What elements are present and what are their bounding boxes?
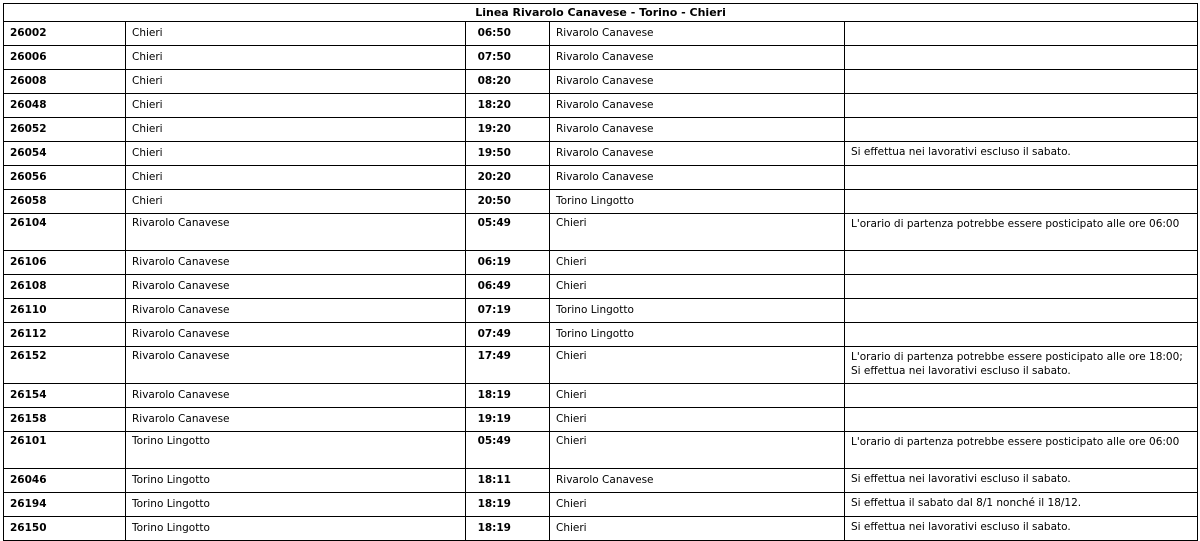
origin-cell: Chieri [126,142,466,166]
table-row [4,408,1198,432]
table-row [4,214,1198,251]
destination-cell: Rivarolo Canavese [550,469,845,493]
departure-time-cell: 05:49 [466,432,550,469]
origin-cell: Torino Lingotto [126,517,466,541]
destination-cell: Chieri [550,251,845,275]
destination-cell: Torino Lingotto [550,190,845,214]
departure-time-cell: 18:19 [466,384,550,408]
table-row [4,190,1198,214]
train-number-cell: 26152 [4,347,126,384]
train-number-cell: 26052 [4,118,126,142]
destination-cell: Rivarolo Canavese [550,22,845,46]
table-row [4,22,1198,46]
destination-cell: Rivarolo Canavese [550,166,845,190]
train-number-cell: 26154 [4,384,126,408]
origin-cell: Rivarolo Canavese [126,275,466,299]
departure-time-cell: 07:50 [466,46,550,70]
origin-cell: Chieri [126,118,466,142]
table-row [4,384,1198,408]
origin-cell: Rivarolo Canavese [126,214,466,251]
timetable [3,3,1198,541]
note-cell [845,46,1198,70]
note-cell [845,384,1198,408]
table-title: Linea Rivarolo Canavese - Torino - Chieri [4,4,1198,22]
train-number-cell: 26194 [4,493,126,517]
train-number-cell: 26110 [4,299,126,323]
note-cell: Si effettua nei lavorativi escluso il sabato. [845,517,1198,541]
departure-time-cell: 17:49 [466,347,550,384]
table-body [4,22,1198,541]
departure-time-cell: 06:49 [466,275,550,299]
note-cell: L'orario di partenza potrebbe essere posticipato alle ore 18:00; Si effettua nei lavorativi escluso il sabato. [845,347,1198,384]
table-row [4,251,1198,275]
table-row [4,493,1198,517]
origin-cell: Rivarolo Canavese [126,251,466,275]
departure-time-cell: 20:50 [466,190,550,214]
table-row [4,432,1198,469]
table-row [4,469,1198,493]
note-cell: Si effettua nei lavorativi escluso il sabato. [845,142,1198,166]
origin-cell: Torino Lingotto [126,469,466,493]
departure-time-cell: 06:50 [466,22,550,46]
table-row [4,142,1198,166]
origin-cell: Chieri [126,94,466,118]
train-number-cell: 26048 [4,94,126,118]
note-cell [845,251,1198,275]
origin-cell: Rivarolo Canavese [126,408,466,432]
note-cell [845,323,1198,347]
destination-cell: Rivarolo Canavese [550,94,845,118]
destination-cell: Chieri [550,384,845,408]
destination-cell: Rivarolo Canavese [550,46,845,70]
destination-cell: Chieri [550,432,845,469]
origin-cell: Torino Lingotto [126,432,466,469]
destination-cell: Chieri [550,408,845,432]
departure-time-cell: 08:20 [466,70,550,94]
departure-time-cell: 06:19 [466,251,550,275]
note-cell: L'orario di partenza potrebbe essere posticipato alle ore 06:00 [845,214,1198,251]
train-number-cell: 26104 [4,214,126,251]
destination-cell: Chieri [550,347,845,384]
train-number-cell: 26006 [4,46,126,70]
note-cell [845,299,1198,323]
departure-time-cell: 07:19 [466,299,550,323]
train-number-cell: 26008 [4,70,126,94]
train-number-cell: 26002 [4,22,126,46]
note-cell: L'orario di partenza potrebbe essere posticipato alle ore 06:00 [845,432,1198,469]
note-cell [845,70,1198,94]
destination-cell: Torino Lingotto [550,323,845,347]
departure-time-cell: 18:11 [466,469,550,493]
departure-time-cell: 20:20 [466,166,550,190]
train-number-cell: 26108 [4,275,126,299]
train-number-cell: 26046 [4,469,126,493]
title-row [4,4,1198,22]
note-cell [845,94,1198,118]
table-row [4,46,1198,70]
origin-cell: Chieri [126,46,466,70]
origin-cell: Chieri [126,166,466,190]
departure-time-cell: 19:20 [466,118,550,142]
note-cell [845,22,1198,46]
train-number-cell: 26101 [4,432,126,469]
table-row [4,347,1198,384]
note-cell [845,190,1198,214]
destination-cell: Rivarolo Canavese [550,118,845,142]
train-number-cell: 26150 [4,517,126,541]
train-number-cell: 26054 [4,142,126,166]
departure-time-cell: 18:20 [466,94,550,118]
departure-time-cell: 18:19 [466,493,550,517]
destination-cell: Chieri [550,275,845,299]
destination-cell: Chieri [550,517,845,541]
train-number-cell: 26058 [4,190,126,214]
note-cell [845,275,1198,299]
destination-cell: Torino Lingotto [550,299,845,323]
departure-time-cell: 18:19 [466,517,550,541]
origin-cell: Rivarolo Canavese [126,347,466,384]
table-row [4,70,1198,94]
train-number-cell: 26056 [4,166,126,190]
departure-time-cell: 05:49 [466,214,550,251]
note-cell: Si effettua nei lavorativi escluso il sabato. [845,469,1198,493]
destination-cell: Chieri [550,493,845,517]
departure-time-cell: 19:19 [466,408,550,432]
destination-cell: Rivarolo Canavese [550,142,845,166]
train-number-cell: 26112 [4,323,126,347]
table-row [4,275,1198,299]
origin-cell: Chieri [126,22,466,46]
table-row [4,118,1198,142]
note-cell [845,166,1198,190]
destination-cell: Chieri [550,214,845,251]
destination-cell: Rivarolo Canavese [550,70,845,94]
origin-cell: Rivarolo Canavese [126,384,466,408]
departure-time-cell: 19:50 [466,142,550,166]
departure-time-cell: 07:49 [466,323,550,347]
origin-cell: Chieri [126,190,466,214]
train-number-cell: 26106 [4,251,126,275]
table-row [4,166,1198,190]
note-cell [845,118,1198,142]
train-number-cell: 26158 [4,408,126,432]
table-row [4,517,1198,541]
origin-cell: Rivarolo Canavese [126,323,466,347]
table-row [4,323,1198,347]
table-row [4,299,1198,323]
origin-cell: Chieri [126,70,466,94]
table-row [4,94,1198,118]
origin-cell: Torino Lingotto [126,493,466,517]
origin-cell: Rivarolo Canavese [126,299,466,323]
note-cell: Si effettua il sabato dal 8/1 nonché il 18/12. [845,493,1198,517]
note-cell [845,408,1198,432]
